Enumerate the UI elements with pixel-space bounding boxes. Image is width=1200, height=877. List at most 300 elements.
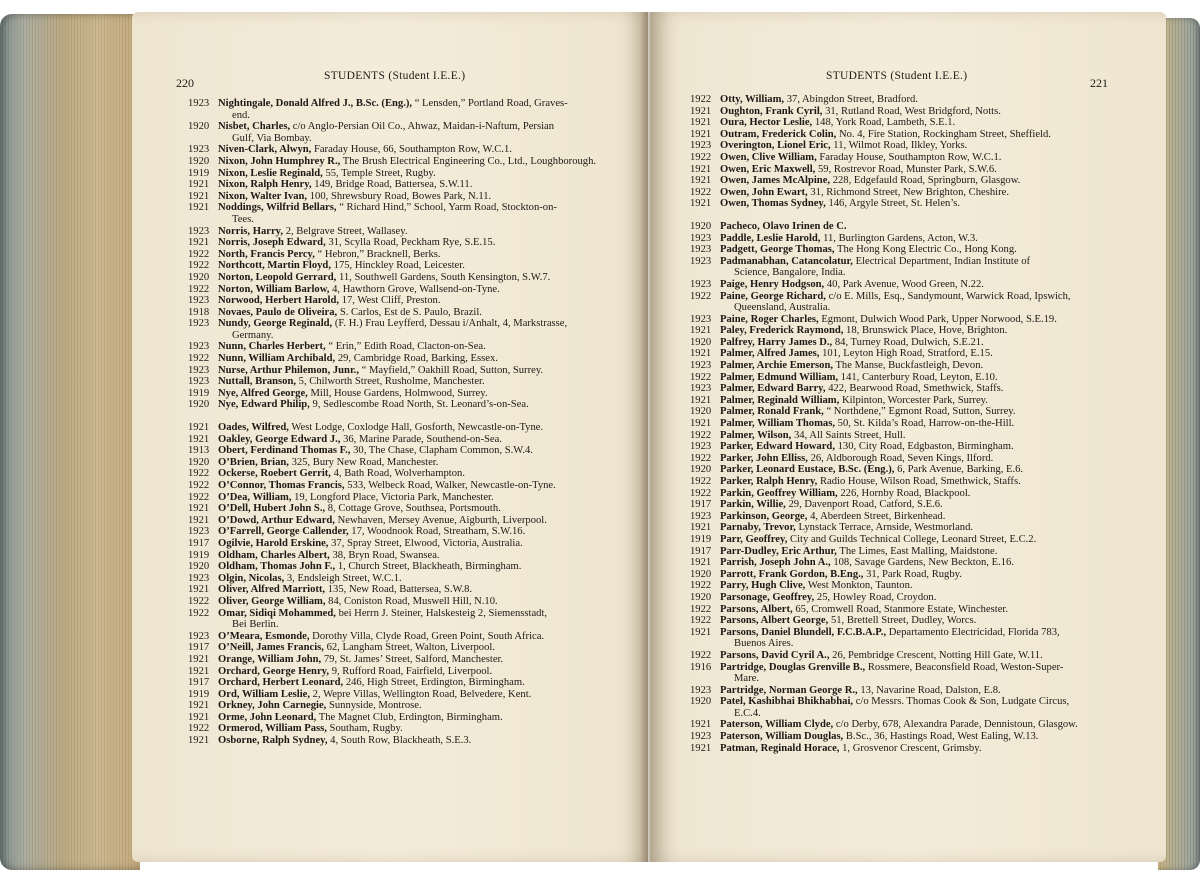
entry-name: Palmer, Wilson,	[720, 429, 792, 441]
entry-address: 246, High Street, Erdington, Birmingham.	[345, 677, 525, 689]
entry-address: 37, Abingdon Street, Bradford.	[786, 94, 918, 105]
entry-address: 5, Chilworth Street, Rusholme, Manchester.	[298, 376, 485, 388]
list-item	[690, 152, 1110, 164]
list-item	[690, 233, 1110, 245]
list-item	[690, 198, 1110, 210]
entry-name: Nye, Edward Philip,	[218, 399, 310, 411]
entry-address: 65, Cromwell Road, Stanmore Estate, Winchester.	[795, 603, 1009, 615]
entry-address-continued: end.	[232, 109, 250, 121]
list-item	[188, 284, 606, 296]
entry-name: O’Dea, William,	[218, 491, 292, 503]
entry-name: Orkney, John Carnegie,	[218, 700, 327, 712]
entry-name: Orchard, George Henry,	[218, 665, 330, 677]
list-item	[188, 121, 606, 144]
entry-year: 1919	[188, 387, 210, 399]
entry-address: c/o Derby, 678, Alexandra Parade, Dennistoun, Glasgow.	[835, 719, 1078, 731]
list-item	[188, 272, 606, 284]
entry-year: 1923	[188, 98, 210, 109]
list-item	[690, 291, 1110, 314]
entry-address: “ Northdene,” Egmont Road, Sutton, Surrey.	[826, 406, 1016, 418]
entry-address: Dorothy Villa, Clyde Road, Green Point, South Africa.	[312, 630, 545, 642]
entry-address: Mill, House Gardens, Holmwood, Surrey.	[310, 387, 488, 399]
entry-address: 1, Grosvenor Crescent, Grimsby.	[842, 742, 982, 754]
list-item	[188, 700, 606, 712]
entry-address: The Limes, East Malling, Maidstone.	[839, 545, 998, 557]
list-item	[188, 388, 606, 400]
entry-address: 13, Navarine Road, Dalston, E.8.	[860, 684, 1001, 696]
entry-address: The Manse, Buckfastleigh, Devon.	[835, 360, 984, 372]
entry-name: Nundy, George Reginald,	[218, 318, 333, 330]
list-item	[690, 94, 1110, 106]
list-item	[690, 348, 1110, 360]
entry-year: 1921	[690, 163, 712, 175]
entry-year: 1922	[690, 487, 712, 499]
entry-address: 31, Richmond Street, New Brighton, Cheshire.	[810, 186, 1009, 198]
entry-year: 1920	[188, 561, 210, 573]
entry-name: Nye, Alfred George,	[218, 387, 308, 399]
entry-year: 1921	[690, 522, 712, 534]
list-item	[188, 526, 606, 538]
entry-year: 1920	[690, 696, 712, 708]
list-item	[188, 515, 606, 527]
entry-name: Oliver, Alfred Marriott,	[218, 584, 326, 596]
entry-year: 1921	[188, 735, 210, 747]
entry-name: Parr, Geoffrey,	[720, 533, 788, 545]
entry-name: O’Brien, Brian,	[218, 456, 289, 468]
entry-address: Faraday House, 66, Southampton Row, W.C.1.	[313, 144, 512, 156]
entry-year: 1922	[690, 615, 712, 627]
entry-name: Ockerse, Roebert Gerrit,	[218, 468, 331, 480]
entry-year: 1922	[188, 468, 210, 480]
entry-name: Parkin, Geoffrey William,	[720, 487, 838, 499]
list-item	[690, 175, 1110, 187]
list-item	[188, 237, 606, 249]
entry-name: Owen, Clive William,	[720, 151, 817, 163]
entry-address: West Monkton, Taunton.	[807, 580, 913, 592]
entry-year: 1922	[188, 480, 210, 491]
entry-address: 40, Park Avenue, Wood Green, N.22.	[826, 278, 984, 290]
entry-year: 1922	[690, 186, 712, 198]
entry-year: 1922	[188, 723, 210, 735]
entry-address: 26, Aldborough Road, Seven Kings, Ilford.	[810, 452, 994, 464]
entry-address: 1, Church Street, Blackheath, Birmingham.	[337, 561, 522, 573]
entry-year: 1920	[690, 220, 712, 232]
entry-address: 100, Shrewsbury Road, Bowes Park, N.11.	[309, 190, 492, 202]
list-item	[690, 406, 1110, 418]
list-item	[690, 279, 1110, 291]
entry-address: 9, Rufford Road, Fairfield, Liverpool.	[331, 665, 493, 677]
entry-address: 51, Brettell Street, Dudley, Worcs.	[830, 615, 977, 627]
entry-name: O’Neill, James Francis,	[218, 642, 324, 654]
entry-year: 1921	[690, 626, 712, 638]
entry-year: 1923	[690, 232, 712, 244]
entry-year: 1922	[690, 151, 712, 163]
entry-address: 135, New Road, Battersea, S.W.8.	[327, 584, 473, 596]
entry-year: 1923	[188, 572, 210, 584]
entry-name: Ormerod, William Pass,	[218, 723, 327, 735]
entry-name: Parsons, Daniel Blundell, F.C.B.A.P.,	[720, 626, 887, 638]
entry-address: 108, Savage Gardens, New Beckton, E.16.	[833, 557, 1014, 569]
entry-year: 1920	[188, 456, 210, 468]
list-item	[690, 743, 1110, 755]
entry-name: Niven-Clark, Alwyn,	[218, 144, 312, 156]
entry-name: Palmer, William Thomas,	[720, 418, 835, 430]
entry-address: Kilpinton, Worcester Park, Surrey.	[841, 394, 988, 406]
entry-address: 2, Wepre Villas, Wellington Road, Belvedere, Kent.	[312, 688, 532, 700]
entry-year: 1921	[188, 711, 210, 723]
entry-year: 1920	[690, 591, 712, 603]
running-head: STUDENTS (Student I.E.E.)	[324, 70, 466, 82]
entry-address: The Magnet Club, Erdington, Birmingham.	[318, 711, 503, 723]
list-item	[690, 615, 1110, 627]
entry-address: 2, Belgrave Street, Wallasey.	[285, 225, 408, 237]
entry-address: c/o Messrs. Thomas Cook & Son, Ludgate Circus,	[855, 696, 1070, 708]
list-item	[188, 712, 606, 724]
entry-address: City and Guilds Technical College, Leonard Street, E.C.2.	[790, 533, 1037, 545]
entry-year: 1919	[188, 688, 210, 700]
running-head: STUDENTS (Student I.E.E.)	[826, 70, 968, 82]
entry-name: Norton, Leopold Gerrard,	[218, 271, 337, 283]
list-item	[690, 569, 1110, 581]
entry-year: 1920	[690, 568, 712, 580]
entry-year: 1921	[690, 175, 712, 187]
entry-name: Palfrey, Harry James D.,	[720, 336, 833, 348]
list-item	[690, 546, 1110, 558]
entry-address: 148, York Road, Lambeth, S.E.1.	[814, 117, 956, 129]
entry-year: 1917	[188, 677, 210, 689]
entry-address: (F. H.) Frau Leyfferd, Dessau i/Anhalt, 4, Markstrasse,	[334, 318, 568, 330]
list-item	[690, 360, 1110, 372]
entry-address: West Lodge, Coxlodge Hall, Gosforth, Newcastle-on-Tyne.	[291, 422, 544, 434]
list-item	[188, 144, 606, 156]
list-item	[188, 735, 606, 747]
entry-year: 1918	[188, 306, 210, 318]
list-item	[188, 365, 606, 377]
list-item	[690, 221, 1110, 233]
entry-name: Pacheco, Olavo Irinen de C.	[720, 220, 847, 232]
list-item	[690, 383, 1110, 395]
list-item	[188, 295, 606, 307]
entry-year: 1923	[690, 510, 712, 522]
list-item	[188, 202, 606, 225]
entry-name: Owen, James McAlpine,	[720, 175, 831, 187]
entry-year: 1921	[188, 503, 210, 515]
entry-address: 34, All Saints Street, Hull.	[793, 429, 906, 441]
list-item	[690, 488, 1110, 500]
entry-name: Parsonage, Geoffrey,	[720, 591, 815, 603]
entry-name: Parr-Dudley, Eric Arthur,	[720, 545, 837, 557]
entry-address: c/o E. Mills, Esq., Sandymount, Warwick Road, Ipswich,	[828, 290, 1071, 302]
entry-name: Paley, Frederick Raymond,	[720, 325, 844, 337]
entry-address: 11, Wilmot Road, Ilkley, Yorks.	[833, 140, 968, 152]
entry-name: Parkinson, George,	[720, 510, 808, 522]
entry-address: 29, Cambridge Road, Barking, Essex.	[337, 353, 498, 365]
entry-address: “ Mayfield,” Oakhill Road, Sutton, Surrey.	[361, 364, 544, 376]
entry-year: 1921	[690, 418, 712, 430]
entry-name: Ogilvie, Harold Erskine,	[218, 537, 329, 549]
list-item	[188, 168, 606, 180]
entry-name: Paine, Roger Charles,	[720, 313, 819, 325]
entry-year: 1921	[690, 198, 712, 210]
entry-address: 226, Hornby Road, Blackpool.	[840, 487, 971, 499]
entry-year: 1917	[690, 499, 712, 511]
entry-name: Nuttall, Branson,	[218, 376, 296, 388]
entry-name: Parsons, David Cyril A.,	[720, 649, 830, 661]
entry-name: Otty, William,	[720, 94, 785, 105]
list-item	[690, 696, 1110, 719]
list-item	[690, 476, 1110, 488]
entry-address: 141, Canterbury Road, Leyton, E.10.	[840, 371, 998, 383]
entry-year: 1921	[188, 190, 210, 202]
list-item	[188, 399, 606, 411]
entry-address: 4, South Row, Blackheath, S.E.3.	[330, 735, 472, 747]
entry-name: Northcott, Martin Floyd,	[218, 260, 331, 272]
list-item	[690, 325, 1110, 337]
entry-name: Parkin, Willie,	[720, 499, 786, 511]
entry-name: Orange, William John,	[218, 653, 322, 665]
list-item	[690, 244, 1110, 256]
list-item	[690, 164, 1110, 176]
entry-year: 1921	[188, 179, 210, 191]
list-item	[188, 503, 606, 515]
entry-address: B.Sc., 36, Hastings Road, West Ealing, W.13.	[845, 731, 1039, 743]
entry-address: 4, Hawthorn Grove, Wallsend-on-Tyne.	[332, 283, 500, 295]
list-item	[188, 179, 606, 191]
entry-name: Parker, Ralph Henry,	[720, 476, 818, 487]
entry-name: Noddings, Wilfrid Bellars,	[218, 202, 337, 214]
entry-address: 38, Bryn Road, Swansea.	[332, 549, 440, 561]
entry-year: 1923	[188, 295, 210, 307]
list-item	[690, 522, 1110, 534]
entry-year: 1923	[188, 144, 210, 156]
left-page	[132, 12, 648, 862]
list-item	[690, 650, 1110, 662]
entry-name: Parker, Leonard Eustace, B.Sc. (Eng.),	[720, 464, 895, 476]
entry-name: Oldham, Thomas John F.,	[218, 561, 336, 573]
list-item	[690, 685, 1110, 697]
entry-name: Patel, Kashibhai Bhikhabhai,	[720, 696, 854, 708]
entry-year: 1921	[690, 394, 712, 406]
entry-year: 1921	[690, 117, 712, 129]
entry-address: 19, Longford Place, Victoria Park, Manchester.	[294, 491, 494, 503]
entry-year: 1921	[690, 105, 712, 117]
entry-year: 1917	[188, 642, 210, 654]
entry-year: 1913	[188, 445, 210, 457]
entry-name: Owen, Thomas Sydney,	[720, 198, 826, 210]
entry-year: 1923	[690, 383, 712, 395]
entry-year: 1923	[690, 313, 712, 325]
entry-address-continued: Mare.	[734, 673, 759, 685]
entry-year: 1922	[188, 260, 210, 272]
entry-address: 4, Bath Road, Wolverhampton.	[333, 468, 465, 480]
list-item	[188, 341, 606, 353]
entry-year: 1919	[690, 533, 712, 545]
list-item	[188, 468, 606, 480]
entry-address: 6, Park Avenue, Barking, E.6.	[897, 464, 1024, 476]
entry-name: Orchard, Herbert Leonard,	[218, 677, 344, 689]
entry-address: 29, Davenport Road, Catford, S.E.6.	[788, 499, 943, 511]
list-item	[690, 534, 1110, 546]
entry-year: 1920	[188, 121, 210, 133]
entry-year: 1922	[690, 476, 712, 487]
entry-name: Padmanabhan, Catancolatur,	[720, 255, 853, 267]
entry-name: O’Farrell, George Callender,	[218, 526, 349, 538]
entry-year: 1922	[690, 452, 712, 464]
entry-address-continued: Tees.	[232, 213, 254, 225]
entry-name: Parker, Edward Howard,	[720, 441, 835, 453]
entry-address: 31, Rutland Road, West Bridgford, Notts.	[825, 105, 1001, 117]
list-item	[690, 464, 1110, 476]
entry-name: Owen, John Ewart,	[720, 186, 808, 198]
entry-name: Padgett, George Thomas,	[720, 244, 835, 256]
list-item	[690, 187, 1110, 199]
entry-address: “ Richard Hind,” School, Yarm Road, Stockton-on-	[339, 202, 557, 214]
entry-name: North, Francis Percy,	[218, 248, 315, 260]
entry-address: 11, Southwell Gardens, South Kensington, S.W.7.	[338, 271, 551, 283]
entry-name: Olgin, Nicolas,	[218, 572, 285, 584]
entry-year: 1922	[188, 607, 210, 619]
list-item	[188, 434, 606, 446]
entry-name: Oura, Hector Leslie,	[720, 117, 813, 129]
entry-name: Nixon, Ralph Henry,	[218, 179, 312, 191]
entry-name: Norris, Joseph Edward,	[218, 237, 326, 249]
list-item	[690, 441, 1110, 453]
entry-year: 1920	[690, 336, 712, 348]
list-item	[690, 499, 1110, 511]
entry-list	[690, 94, 1110, 754]
entry-name: Paine, George Richard,	[720, 290, 826, 302]
list-item	[690, 117, 1110, 129]
entry-address: 37, Spray Street, Elwood, Victoria, Australia.	[331, 537, 523, 549]
entry-year: 1922	[690, 371, 712, 383]
entry-name: Palmer, Ronald Frank,	[720, 406, 824, 418]
entry-address: Newhaven, Mersey Avenue, Aigburth, Liverpool.	[337, 514, 547, 526]
list-item	[188, 457, 606, 469]
entry-name: O’Connor, Thomas Francis,	[218, 480, 345, 491]
entry-address: 9, Sedlescombe Road North, St. Leonard’s-on-Sea.	[312, 399, 529, 411]
entry-address: S. Carlos, Est de S. Paulo, Brazil.	[339, 306, 482, 318]
entry-year: 1923	[690, 731, 712, 743]
entry-year: 1921	[188, 584, 210, 596]
entry-name: Owen, Eric Maxwell,	[720, 163, 816, 175]
entry-year: 1923	[188, 318, 210, 330]
entry-address: 18, Brunswick Place, Hove, Brighton.	[846, 325, 1008, 337]
entry-list	[188, 98, 606, 747]
entry-year: 1922	[690, 429, 712, 441]
entry-address: 228, Edgefauld Road, Springburn, Glasgow.	[832, 175, 1021, 187]
entry-name: Palmer, Reginald William,	[720, 394, 840, 406]
section-gap	[188, 411, 606, 422]
entry-name: Oliver, George William,	[218, 595, 326, 607]
entry-name: Obert, Ferdinand Thomas F.,	[218, 445, 351, 457]
list-item	[690, 662, 1110, 685]
entry-year: 1923	[690, 140, 712, 152]
entry-year: 1922	[690, 649, 712, 661]
entry-year: 1923	[188, 364, 210, 376]
entry-year: 1921	[188, 422, 210, 434]
list-item	[188, 723, 606, 735]
entry-year: 1921	[690, 325, 712, 337]
entry-address: bei Herrn J. Steiner, Halskesteig 2, Siemensstadt,	[338, 607, 548, 619]
entry-name: Nisbet, Charles,	[218, 121, 291, 133]
entry-address-continued: Germany.	[232, 329, 274, 341]
list-item	[690, 557, 1110, 569]
entry-year: 1921	[188, 514, 210, 526]
entry-year: 1922	[690, 290, 712, 302]
list-item	[690, 337, 1110, 349]
entry-address-continued: E.C.4.	[734, 707, 761, 719]
entry-name: O’Dell, Hubert John S.,	[218, 503, 326, 515]
page-number: 220	[176, 76, 194, 90]
list-item	[188, 260, 606, 272]
entry-year: 1922	[690, 580, 712, 592]
list-item	[690, 592, 1110, 604]
entry-address: 31, Park Road, Rugby.	[866, 568, 962, 580]
entry-address: 146, Argyle Street, St. Helen’s.	[828, 198, 961, 210]
entry-year: 1921	[690, 128, 712, 140]
entry-name: Norton, William Barlow,	[218, 283, 330, 295]
entry-year: 1923	[690, 244, 712, 256]
entry-address: 25, Howley Road, Croydon.	[816, 591, 937, 603]
list-item	[690, 627, 1110, 650]
entry-name: Oades, Wilfred,	[218, 422, 289, 434]
entry-name: Palmer, Alfred James,	[720, 348, 820, 360]
entry-address: Rossmere, Beaconsfield Road, Weston-Super-	[867, 661, 1064, 673]
page-number: 221	[1090, 76, 1108, 90]
entry-name: Omar, Sidiqi Mohammed,	[218, 607, 336, 619]
entry-year: 1920	[188, 399, 210, 411]
entry-year: 1923	[188, 376, 210, 388]
entry-year: 1921	[188, 653, 210, 665]
entry-address: “ Lensden,” Portland Road, Graves-	[414, 98, 568, 109]
list-item	[188, 376, 606, 388]
entry-name: Palmer, Edward Barry,	[720, 383, 826, 395]
entry-address: 4, Aberdeen Street, Birkenhead.	[810, 510, 946, 522]
entry-name: Partridge, Douglas Grenville B.,	[720, 661, 866, 673]
list-item	[188, 422, 606, 434]
entry-address: The Hong Kong Electric Co., Hong Kong.	[837, 244, 1017, 256]
list-item	[188, 492, 606, 504]
entry-year: 1922	[690, 603, 712, 615]
entry-address: Sunnyside, Montrose.	[328, 700, 422, 712]
list-item	[188, 631, 606, 643]
entry-name: Paterson, William Clyde,	[720, 719, 834, 731]
list-item	[188, 156, 606, 168]
list-item	[188, 677, 606, 689]
entry-year: 1922	[188, 353, 210, 365]
entry-year: 1923	[188, 225, 210, 237]
entry-address: 3, Endsleigh Street, W.C.1.	[286, 572, 402, 584]
list-item	[188, 608, 606, 631]
list-item	[690, 731, 1110, 743]
list-item	[188, 445, 606, 457]
entry-name: Orme, John Leonard,	[218, 711, 317, 723]
entry-year: 1922	[188, 283, 210, 295]
entry-year: 1916	[690, 661, 712, 673]
entry-year: 1921	[690, 557, 712, 569]
list-item	[188, 353, 606, 365]
list-item	[188, 98, 606, 121]
entry-year: 1923	[690, 360, 712, 372]
entry-year: 1920	[690, 464, 712, 476]
entry-name: Parker, John Elliss,	[720, 452, 808, 464]
entry-address: 11, Burlington Gardens, Acton, W.3.	[823, 232, 978, 244]
entry-name: Oldham, Charles Albert,	[218, 549, 330, 561]
entry-address: The Brush Electrical Engineering Co., Ltd., Loughborough.	[342, 155, 597, 167]
list-item	[188, 226, 606, 238]
entry-name: Norwood, Herbert Harold,	[218, 295, 340, 307]
entry-address: Southam, Rugby.	[329, 723, 403, 735]
